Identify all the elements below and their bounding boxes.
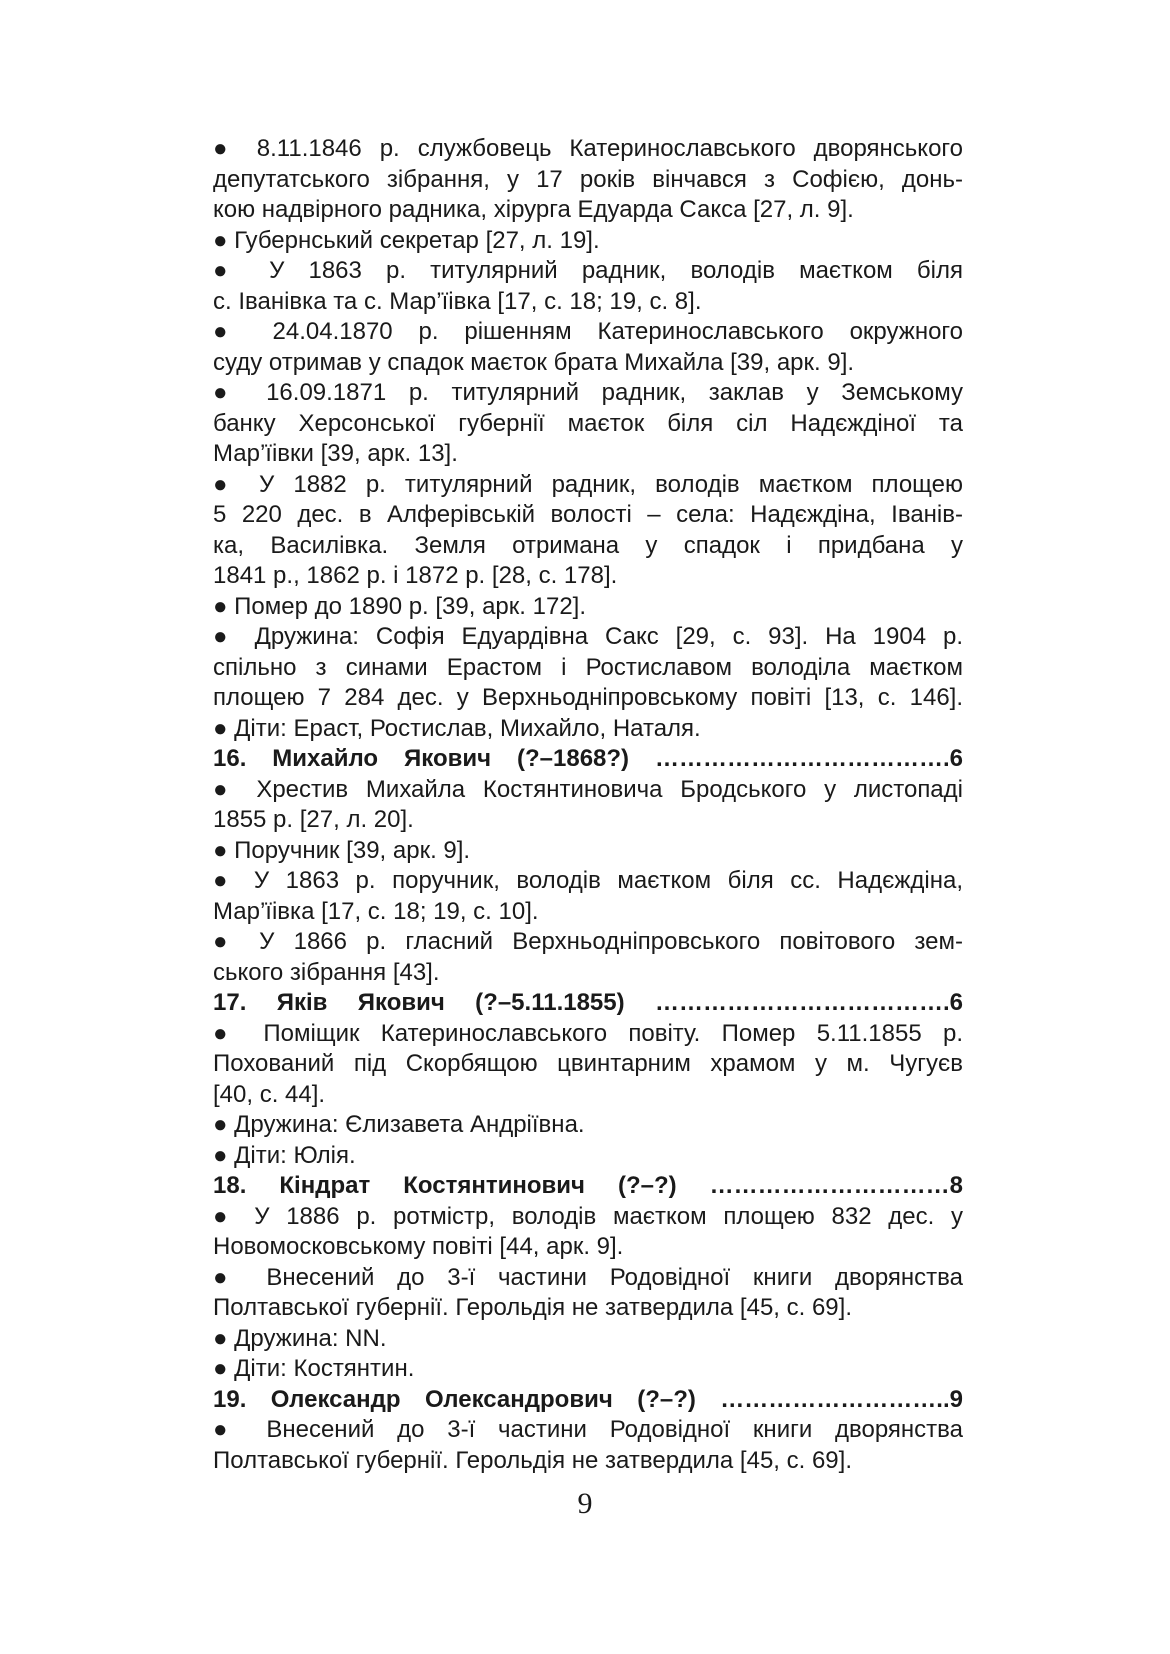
text-line: ● Губернський секретар [27, л. 19].	[213, 226, 600, 254]
text-line: 5 220 дес. в Алферівській волості – села: Надєждіна, Іванів-	[213, 501, 963, 528]
text-line: ● Помер до 1890 р. [39, арк. 172].	[213, 592, 586, 620]
text-line: [40, с. 44].	[213, 1080, 326, 1108]
text-line: Мар’їівки [39, арк. 13].	[213, 440, 458, 467]
entry-heading: 18. Кіндрат Костянтинович (?–?) …………………………8	[213, 1172, 963, 1199]
text-line: ● Внесений до 3-ї частини Родовідної книги дворянства	[213, 1263, 963, 1291]
text-line: 1841 р., 1862 р. і 1872 р. [28, с. 178].	[213, 562, 618, 589]
text-line: ● У 1886 р. ротмістр, володів маєтком площею 832 дес. у	[213, 1202, 963, 1230]
text-line: ● Внесений до 3-ї частини Родовідної книги дворянства	[213, 1416, 963, 1443]
text-line: суду отримав у спадок маєток брата Михайла [39, арк. 9].	[213, 348, 855, 376]
entry-heading: 17. Яків Якович (?–5.11.1855) ……………………………….6	[213, 989, 963, 1016]
entry-heading: 16. Михайло Якович (?–1868?) ……………………………….6	[213, 745, 963, 772]
text-line: Полтавської губернії. Герольдія не затвердила [45, с. 69].	[213, 1294, 852, 1321]
text-line: ● Дружина: Софія Едуардівна Сакс [29, с. 93]. На 1904 р.	[213, 623, 963, 650]
text-line: ● Дружина: NN.	[213, 1324, 387, 1352]
text-line: ● 24.04.1870 р. рішенням Катеринославського окружного	[213, 318, 963, 345]
text-line: ● 16.09.1871 р. титулярний радник, заклав у Земському	[213, 379, 963, 406]
text-line: ● Діти: Ераст, Ростислав, Михайло, Наталя.	[213, 714, 701, 742]
text-line: ка, Василівка. Земля отримана у спадок і придбана у	[213, 531, 963, 559]
text-line: ● У 1882 р. титулярний радник, володів маєтком площею	[213, 470, 963, 498]
text-line: ● Поміщик Катеринославського повіту. Помер 5.11.1855 р.	[213, 1019, 963, 1047]
text-line: ● Діти: Костянтин.	[213, 1355, 415, 1382]
text-line: ● У 1863 р. титулярний радник, володів маєтком біля	[213, 257, 963, 284]
text-line: депутатського зібрання, у 17 років вінчався з Софією, донь-	[213, 165, 963, 193]
text-line: ● У 1866 р. гласний Верхньодніпровського повітового зем-	[213, 928, 963, 955]
text-line: ● Дружина: Єлизавета Андріївна.	[213, 1111, 585, 1138]
text-line: ● Діти: Юлія.	[213, 1141, 356, 1169]
text-line: кою надвірного радника, хірурга Едуарда Сакса [27, л. 9].	[213, 196, 854, 223]
page-number: 9	[577, 1487, 593, 1520]
text-line: площею 7 284 дес. у Верхньодніпровському повіті [13, с. 146].	[213, 684, 963, 711]
text-line: спільно з синами Ерастом і Ростиславом володіла маєтком	[213, 653, 963, 681]
text-line: Мар’їівка [17, с. 18; 19, с. 10].	[213, 897, 539, 925]
text-line: ● Хрестив Михайла Костянтиновича Бродського у листопаді	[213, 775, 963, 803]
entry-heading: 19. Олександр Олександрович (?–?) ………………………..9	[213, 1385, 963, 1413]
text-line: ● 8.11.1846 р. службовець Катеринославського дворянського	[213, 135, 963, 162]
text-line: с. Іванівка та с. Мар’їівка [17, с. 18; 19, с. 8].	[213, 287, 702, 315]
text-line: ського зібрання [43].	[213, 958, 440, 986]
text-line: банку Херсонської губернії маєток біля сіл Надєждіної та	[213, 409, 963, 437]
text-line: Похований під Скорбящою цвинтарним храмом у м. Чугуєв	[213, 1050, 963, 1077]
text-line: Полтавської губернії. Герольдія не затвердила [45, с. 69].	[213, 1446, 852, 1474]
text-line: Новомосковському повіті [44, арк. 9].	[213, 1233, 624, 1260]
text-line: ● У 1863 р. поручник, володів маєтком біля сс. Надєждіна,	[213, 867, 963, 894]
document-body	[213, 134, 963, 1476]
text-line: 1855 р. [27, л. 20].	[213, 806, 414, 833]
text-line: ● Поручник [39, арк. 9].	[213, 836, 471, 864]
